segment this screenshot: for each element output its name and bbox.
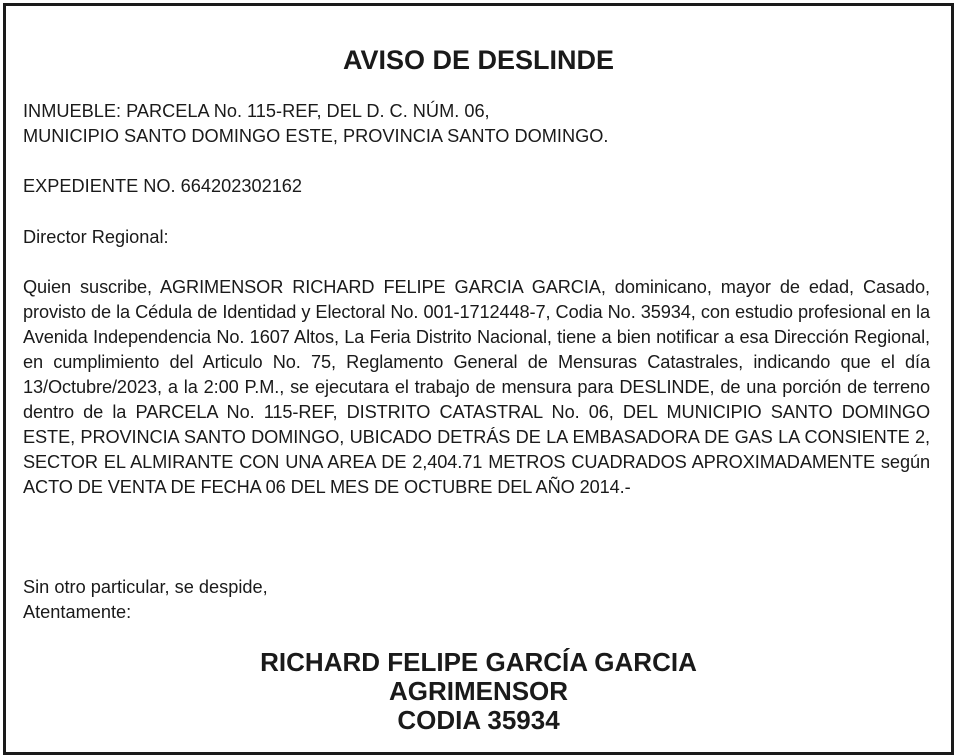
property-line-1: INMUEBLE: PARCELA No. 115-REF, DEL D. C. NÚM. 06, <box>23 101 490 121</box>
notice-title: AVISO DE DESLINDE <box>342 45 615 75</box>
signature-name: RICHARD FELIPE GARCÍA GARCIA <box>260 647 697 677</box>
notice-body: Quien suscribe, AGRIMENSOR RICHARD FELIPE GARCIA GARCIA, dominicano, mayor de edad, Casado, provisto de la Cédula de Identidad y Electoral No. 001-1712448-7, Codia No. 35934, con estudio profesional en la Avenida Independencia No. 1607 Altos, La Feria Distrito Nacional, tiene a bien notificar a esa Dirección Regional, en cumplimiento del Articulo No. 75, Reglamento General de Mensuras Catastrales, indicando que el día 13/Octubre/2023, a la 2:00 P.M., se ejecutara el trabajo de mensura para DESLINDE, de una porción de terreno dentro de la PARCELA No. 115-REF, DISTRITO CATASTRAL No. 06, DEL MUNICIPIO SANTO DOMINGO ESTE, PROVINCIA SANTO DOMINGO, UBICADO DETRÁS DE LA EMBASADORA DE GAS LA CONSIENTE 2, SECTOR EL ALMIRANTE CON UNA AREA DE 2,404.71 METROS CUADRADOS APROXIMADAMENTE según ACTO DE VENTA DE FECHA 06 DEL MES DE OCTUBRE DEL AÑO 2014.- <box>23 277 930 497</box>
notice-frame <box>3 3 954 755</box>
closing-line-2: Atentamente: <box>23 602 132 622</box>
property-description <box>23 99 930 149</box>
closing-line-1: Sin otro particular, se despide, <box>23 577 268 597</box>
signature-title: AGRIMENSOR <box>388 676 569 706</box>
property-line-2: MUNICIPIO SANTO DOMINGO ESTE, PROVINCIA SANTO DOMINGO. <box>23 126 609 146</box>
salutation: Director Regional: <box>23 227 169 247</box>
file-number: EXPEDIENTE NO. 664202302162 <box>23 176 303 196</box>
closing <box>23 575 930 625</box>
signature-codia: CODIA 35934 <box>397 705 560 735</box>
